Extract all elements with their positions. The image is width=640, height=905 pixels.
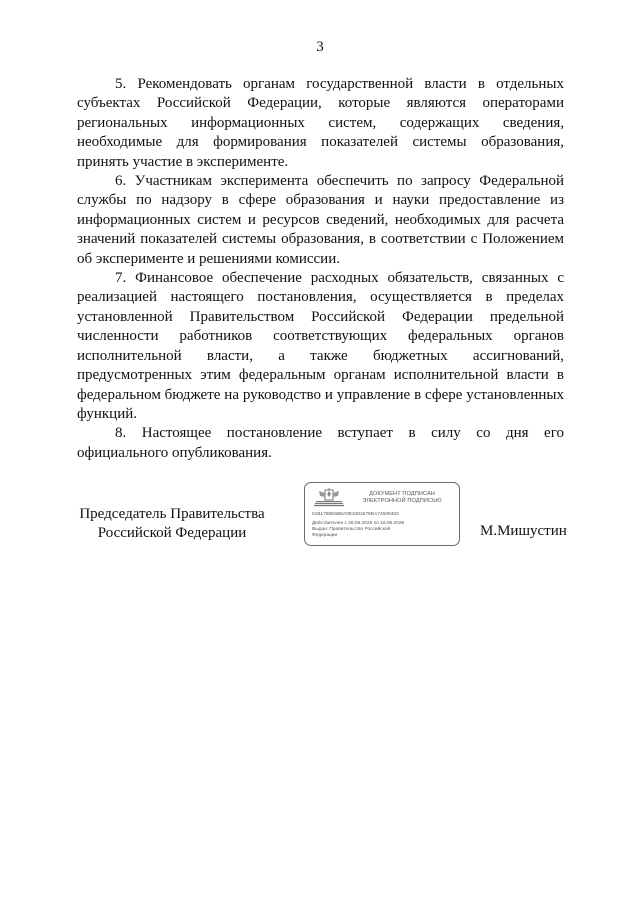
- signer-name: М.Мишустин: [480, 523, 567, 539]
- page-number: 3: [316, 39, 324, 55]
- stamp-issued-to-line-2: Федерации: [312, 532, 338, 538]
- paragraph-6: 6. Участникам эксперимента обеспечить по запросу Федеральной службы по надзору в сфере образования и науки предоставление из информационных систем и ресурсов сведений, необходимых для расчета значений показателей системы образования, в соответствии с Положением об эксперименте и решениями комиссии.: [77, 173, 564, 267]
- stamp-certificate-number: 01B1788E6B8A0E3401579DA74509463: [312, 512, 399, 517]
- signature-block: [0, 478, 640, 558]
- signer-title-line-2: Российской Федерации: [97, 525, 247, 541]
- stamp-header: [349, 491, 455, 505]
- signer-title-line-1: Председатель Правительства: [79, 506, 265, 522]
- paragraph-7: 7. Финансовое обеспечение расходных обязательств, связанных с реализацией настоящего постановления, осуществляется в пределах установленной Правительством Российской Федерации предельной численности работников соответствующих федеральных органов исполнительной власти, а также бюджетных ассигнований, предусмотренных этим федеральным органам исполнительной власти в федеральном бюджете на руководство и управление в сфере установленных функций.: [77, 270, 564, 422]
- stamp-details: [312, 521, 404, 538]
- stamp-header-line-2: ЭЛЕКТРОННОЙ ПОДПИСЬЮ: [362, 498, 442, 504]
- stamp-issued-to-line-1: Выдан: Правительство Российской: [312, 526, 391, 532]
- signer-title: [77, 505, 267, 543]
- decree-body: [77, 75, 564, 463]
- paragraph-5: 5. Рекомендовать органам государственной власти в отдельных субъектах Российской Федерации, которые являются операторами региональных информационных систем, содержащих сведения, необходимые для формирования показателей системы образования, принять участие в эксперименте.: [77, 76, 564, 170]
- electronic-signature-stamp: [304, 482, 460, 546]
- stamp-header-line-1: ДОКУМЕНТ ПОДПИСАН: [369, 491, 435, 497]
- russian-coat-of-arms-icon: [312, 488, 346, 507]
- stamp-validity: Действителен с 26.06.2025 по 19.09.2026: [312, 521, 405, 526]
- paragraph-8: 8. Настоящее постановление вступает в силу со дня его официального опубликования.: [77, 425, 564, 461]
